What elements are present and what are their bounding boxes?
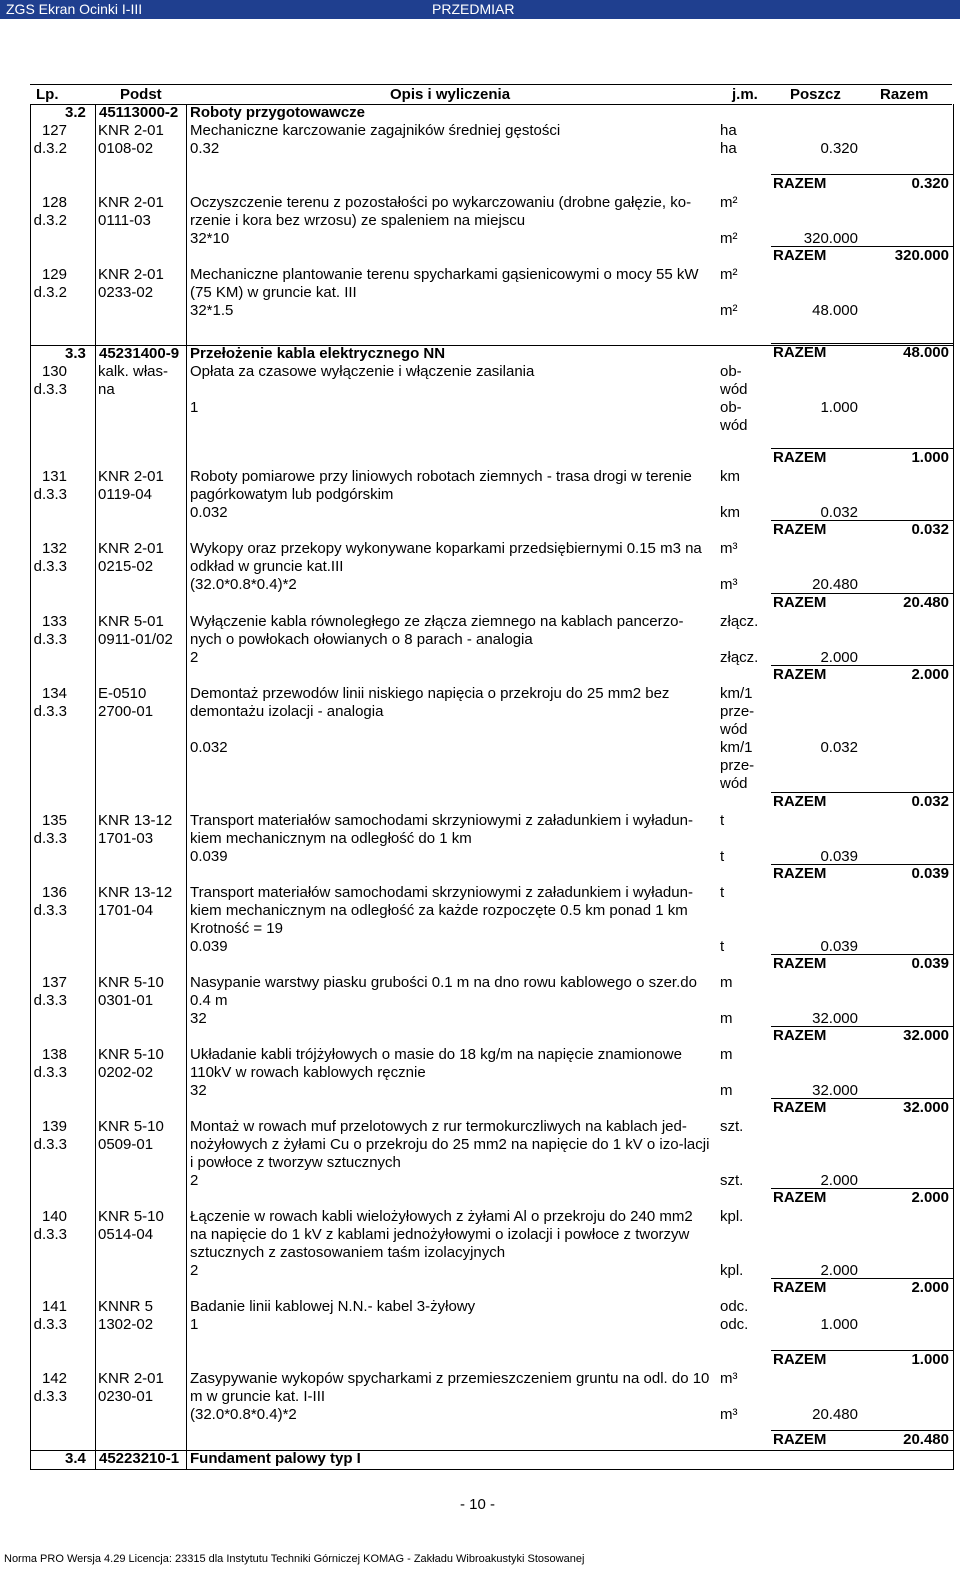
subtotal-value: 0.039 [911,955,949,972]
subtotal-label: RAZEM [773,449,827,466]
item-code-detail: 0911-01/02 [98,631,173,648]
item-ref: d.3.3 [33,1064,67,1081]
item-ref: d.3.3 [33,1388,67,1405]
item-code: KNR 2-01 [98,266,164,283]
item-number: 131 [41,468,67,485]
item-number: 140 [41,1208,67,1225]
subtotal-value: 48.000 [903,344,949,361]
item-calculation: 0.032 [190,504,228,521]
item-description: Układanie kabli trójżyłowych o masie do 18 kg/m na napięcie znamionowe 110kV w rowach kablowych ręcznie [190,1046,682,1081]
item-unit: km/1 prze-wód [720,685,755,738]
item-description: Transport materiałów samochodami skrzyniowymi z załadunkiem i wyładun-kiem mechanicznym na odległość do 1 km [190,812,693,847]
item-partial-value: 0.039 [820,938,858,955]
col-poszcz: Poszcz [790,86,841,103]
item-ref: d.3.3 [33,381,67,398]
item-unit: m [720,974,733,991]
item-calculation: 32 [190,1082,207,1099]
item-unit: kpl. [720,1208,744,1225]
section-title: Roboty przygotowawcze [190,104,366,121]
project-title: ZGS Ekran Ocinki I-III [6,1,143,17]
item-unit: szt. [720,1118,744,1135]
item-calc-unit: ob-wód [720,399,748,434]
column-header-row [30,84,952,105]
col-podst: Podst [120,86,162,103]
item-calculation: 32*10 [190,230,230,247]
item-partial-value: 20.480 [812,576,858,593]
col-razem: Razem [880,86,929,103]
item-partial-value: 1.000 [820,1316,858,1333]
subtotal-label: RAZEM [773,247,827,264]
subtotal-value: 320.000 [894,247,949,264]
section-code: 45223210-1 [99,1450,180,1467]
item-code: E-0510 [98,685,147,702]
item-code-detail: 0509-01 [98,1136,154,1153]
item-unit: m³ [720,1370,738,1387]
item-description: Transport materiałów samochodami skrzyniowymi z załadunkiem i wyładun-kiem mechanicznym na odległość za każde rozpoczęte 0.5 km ponad 1 km Krotność = 19 [190,884,693,937]
item-code: KNR 2-01 [98,540,164,557]
subtotal-value: 20.480 [903,594,949,611]
subtotal-label: RAZEM [773,1431,827,1448]
subtotal-label: RAZEM [773,666,827,683]
item-description: Opłata za czasowe wyłączenie i włączenie zasilania [190,363,535,380]
estimate-item [31,468,953,540]
item-calc-unit: t [720,938,725,955]
estimate-item [31,1370,953,1450]
item-calc-unit: m² [720,230,738,247]
item-ref: d.3.3 [33,558,67,575]
page-header-bar [0,0,960,19]
item-unit: m² [720,266,738,283]
item-ref: d.3.3 [33,486,67,503]
item-description: Demontaż przewodów linii niskiego napięcia o przekroju do 25 mm2 bez demontażu izolacji - analogia [190,685,670,720]
item-calc-unit: m² [720,302,738,319]
col-jm: j.m. [732,86,758,103]
estimate-item [31,1208,953,1298]
item-ref: d.3.3 [33,1316,67,1333]
item-code: KNR 5-10 [98,1208,164,1225]
item-ref: d.3.3 [33,830,67,847]
item-partial-value: 320.000 [803,230,858,247]
item-ref: d.3.3 [33,992,67,1009]
item-number: 130 [41,363,67,380]
item-calc-unit: m³ [720,576,738,593]
item-code-detail: 0111-03 [98,212,151,229]
item-calc-unit: m³ [720,1406,738,1423]
item-number: 136 [41,884,67,901]
item-description: Mechaniczne karczowanie zagajników średniej gęstości [190,122,561,139]
license-footer: Norma PRO Wersja 4.29 Licencja: 23315 dla Instytutu Techniki Górniczej KOMAG - Zakładu Wibroakustyki Stosowanej [4,1553,585,1565]
item-number: 129 [41,266,67,283]
item-unit: km [720,468,740,485]
item-ref: d.3.2 [33,212,67,229]
subtotal-value: 1.000 [911,1351,949,1368]
item-code-detail: 2700-01 [98,703,154,720]
item-calc-unit: szt. [720,1172,744,1189]
item-calc-unit: km/1 prze-wód [720,739,755,792]
item-calc-unit: m [720,1082,733,1099]
item-number: 138 [41,1046,67,1063]
item-number: 132 [41,540,67,557]
item-calculation: 0.039 [190,848,228,865]
item-calc-unit: odc. [720,1316,749,1333]
item-description: Zasypywanie wykopów spycharkami z przemieszczeniem gruntu na odl. do 10 m w gruncie kat. I-III [190,1370,710,1405]
item-calculation: 1 [190,399,199,416]
item-unit: ob-wód [720,363,748,398]
item-unit: odc. [720,1298,749,1315]
item-code: KNR 5-10 [98,1118,164,1135]
item-description: Nasypanie warstwy piasku grubości 0.1 m na dno rowu kablowego o szer.do 0.4 m [190,974,697,1009]
item-calculation: 32*1.5 [190,302,234,319]
item-calc-unit: ha [720,140,737,157]
item-code: KNNR 5 [98,1298,154,1315]
item-number: 142 [41,1370,67,1387]
item-partial-value: 20.480 [812,1406,858,1423]
estimate-item [31,266,953,363]
item-description: Oczyszczenie terenu z pozostałości po wykarczowaniu (drobne gałęzie, ko-rzenie i kora bez wrzosu) ze spaleniem na miejscu [190,194,692,229]
estimate-item [31,122,953,194]
item-description: Łączenie w rowach kabli wielożyłowych z żyłami Al o przekroju do 240 mm2 na napięcie do 1 kV z kablami jednożyłowymi o izolacji i powłoce z tworzyw sztucznych z zastosowaniem taśm izolacyjnych [190,1208,693,1261]
subtotal-label: RAZEM [773,1351,827,1368]
item-ref: d.3.3 [33,1136,67,1153]
estimate-item [31,812,953,884]
item-number: 137 [41,974,67,991]
item-partial-value: 32.000 [812,1010,858,1027]
item-partial-value: 0.032 [820,504,858,521]
item-calculation: 2 [190,649,199,666]
item-code: KNR 2-01 [98,122,164,139]
item-code-detail: 0230-01 [98,1388,154,1405]
subtotal-label: RAZEM [773,344,827,361]
item-calculation: 2 [190,1262,199,1279]
item-code: KNR 13-12 [98,812,173,829]
subtotal-value: 0.039 [911,865,949,882]
estimate-item [31,540,953,613]
subtotal-label: RAZEM [773,1099,827,1116]
item-code: KNR 2-01 [98,468,164,485]
subtotal-label: RAZEM [773,1279,827,1296]
item-ref: d.3.2 [33,284,67,301]
item-code-detail: 0119-04 [98,486,152,503]
item-calculation: (32.0*0.8*0.4)*2 [190,1406,297,1423]
item-calc-unit: złącz. [720,649,759,666]
estimate-item [31,613,953,685]
item-calculation: (32.0*0.8*0.4)*2 [190,576,297,593]
subtotal-label: RAZEM [773,521,827,538]
subtotal-value: 1.000 [911,449,949,466]
item-code: KNR 5-10 [98,974,164,991]
item-unit: m [720,1046,733,1063]
item-unit: m² [720,194,738,211]
item-partial-value: 2.000 [820,1172,858,1189]
item-code-detail: 1701-03 [98,830,154,847]
item-description: Badanie linii kablowej N.N.- kabel 3-żyłowy [190,1298,476,1315]
item-number: 133 [41,613,67,630]
item-unit: t [720,884,725,901]
subtotal-label: RAZEM [773,1189,827,1206]
item-partial-value: 2.000 [820,649,858,666]
estimate-item [31,363,953,468]
item-unit: ha [720,122,737,139]
estimate-item [31,1118,953,1208]
subtotal-label: RAZEM [773,955,827,972]
subtotal-label: RAZEM [773,594,827,611]
estimate-item [31,884,953,974]
item-code: KNR 13-12 [98,884,173,901]
item-partial-value: 48.000 [812,302,858,319]
item-code: KNR 5-10 [98,1046,164,1063]
item-code: KNR 2-01 [98,1370,164,1387]
subtotal-value: 0.032 [911,793,949,810]
subtotal-value: 0.320 [911,175,949,192]
item-code: KNR 5-01 [98,613,164,630]
item-code-detail: na [98,381,115,398]
item-number: 139 [41,1118,67,1135]
item-number: 127 [41,122,67,139]
subtotal-label: RAZEM [773,865,827,882]
col-lp: Lp. [36,86,59,103]
estimate-item [31,1046,953,1118]
item-calc-unit: kpl. [720,1262,744,1279]
col-opis: Opis i wyliczenia [390,86,511,103]
item-code-detail: 1701-04 [98,902,154,919]
section-title: Fundament palowy typ I [190,1450,361,1467]
subtotal-label: RAZEM [773,1027,827,1044]
estimate-item [31,974,953,1046]
item-ref: d.3.3 [33,1226,67,1243]
item-ref: d.3.3 [33,902,67,919]
item-ref: d.3.3 [33,631,67,648]
item-code-detail: 0215-02 [98,558,154,575]
item-calculation: 32 [190,1010,207,1027]
item-description: Montaż w rowach muf przelotowych z rur termokurczliwych na kablach jed-nożyłowych z żyłami Cu o przekroju do 25 mm2 na napięcie do 1 kV o izo-lacji i powłoce z tworzyw sztucznych [190,1118,710,1171]
item-partial-value: 0.032 [820,739,858,756]
document-title: PRZEDMIAR [432,1,515,17]
item-code-detail: 0233-02 [98,284,154,301]
section-number: 3.3 [65,345,86,362]
subtotal-label: RAZEM [773,175,827,192]
item-calculation: 0.039 [190,938,228,955]
section-title: Przełożenie kabla elektrycznego NN [190,345,446,362]
item-partial-value: 1.000 [820,399,858,416]
section-row [31,104,953,122]
subtotal-value: 2.000 [911,1189,949,1206]
item-calc-unit: m [720,1010,733,1027]
estimate-item [31,194,953,266]
item-code-detail: 0108-02 [98,140,154,157]
section-code: 45113000-2 [99,104,179,121]
item-partial-value: 0.320 [820,140,858,157]
item-calculation: 0.032 [190,739,228,756]
subtotal-value: 20.480 [903,1431,949,1448]
section-code: 45231400-9 [99,345,180,362]
row-divider [31,1450,953,1451]
item-calculation: 2 [190,1172,199,1189]
item-code-detail: 0301-01 [98,992,154,1009]
item-calc-unit: km [720,504,740,521]
item-number: 134 [41,685,67,702]
subtotal-value: 0.032 [911,521,949,538]
item-number: 135 [41,812,67,829]
item-partial-value: 0.039 [820,848,858,865]
item-unit: m³ [720,540,738,557]
subtotal-value: 32.000 [903,1099,949,1116]
item-number: 141 [41,1298,67,1315]
item-ref: d.3.3 [33,703,67,720]
item-code-detail: 1302-02 [98,1316,154,1333]
item-description: Mechaniczne plantowanie terenu spycharkami gąsienicowymi o mocy 55 kW (75 KM) w gruncie kat. III [190,266,699,301]
section-row [31,1450,953,1468]
item-description: Wykopy oraz przekopy wykonywane koparkami przedsiębiernymi 0.15 m3 na odkład w gruncie kat.III [190,540,702,575]
subtotal-value: 32.000 [903,1027,949,1044]
estimate-item [31,685,953,812]
item-code: kalk. włas- [98,363,169,380]
item-calculation: 1 [190,1316,199,1333]
section-number: 3.4 [65,1450,86,1467]
section-number: 3.2 [65,104,86,121]
item-partial-value: 2.000 [820,1262,858,1279]
subtotal-value: 2.000 [911,666,949,683]
subtotal-label: RAZEM [773,793,827,810]
item-code: KNR 2-01 [98,194,164,211]
item-description: Wyłączenie kabla równoległego ze złącza ziemnego na kablach pancerzo-nych o powłokach ołowianych o 8 parach - analogia [190,613,684,648]
item-partial-value: 32.000 [812,1082,858,1099]
item-description: Roboty pomiarowe przy liniowych robotach ziemnych - trasa drogi w terenie pagórkowatym lub podgórskim [190,468,692,503]
estimate-item [31,1298,953,1370]
item-number: 128 [41,194,67,211]
item-calc-unit: t [720,848,725,865]
item-ref: d.3.2 [33,140,67,157]
estimate-table [30,104,954,1470]
subtotal-value: 2.000 [911,1279,949,1296]
item-code-detail: 0514-04 [98,1226,154,1243]
page-number: - 10 - [460,1496,496,1513]
item-unit: t [720,812,725,829]
item-unit: złącz. [720,613,759,630]
item-code-detail: 0202-02 [98,1064,154,1081]
item-calculation: 0.32 [190,140,220,157]
